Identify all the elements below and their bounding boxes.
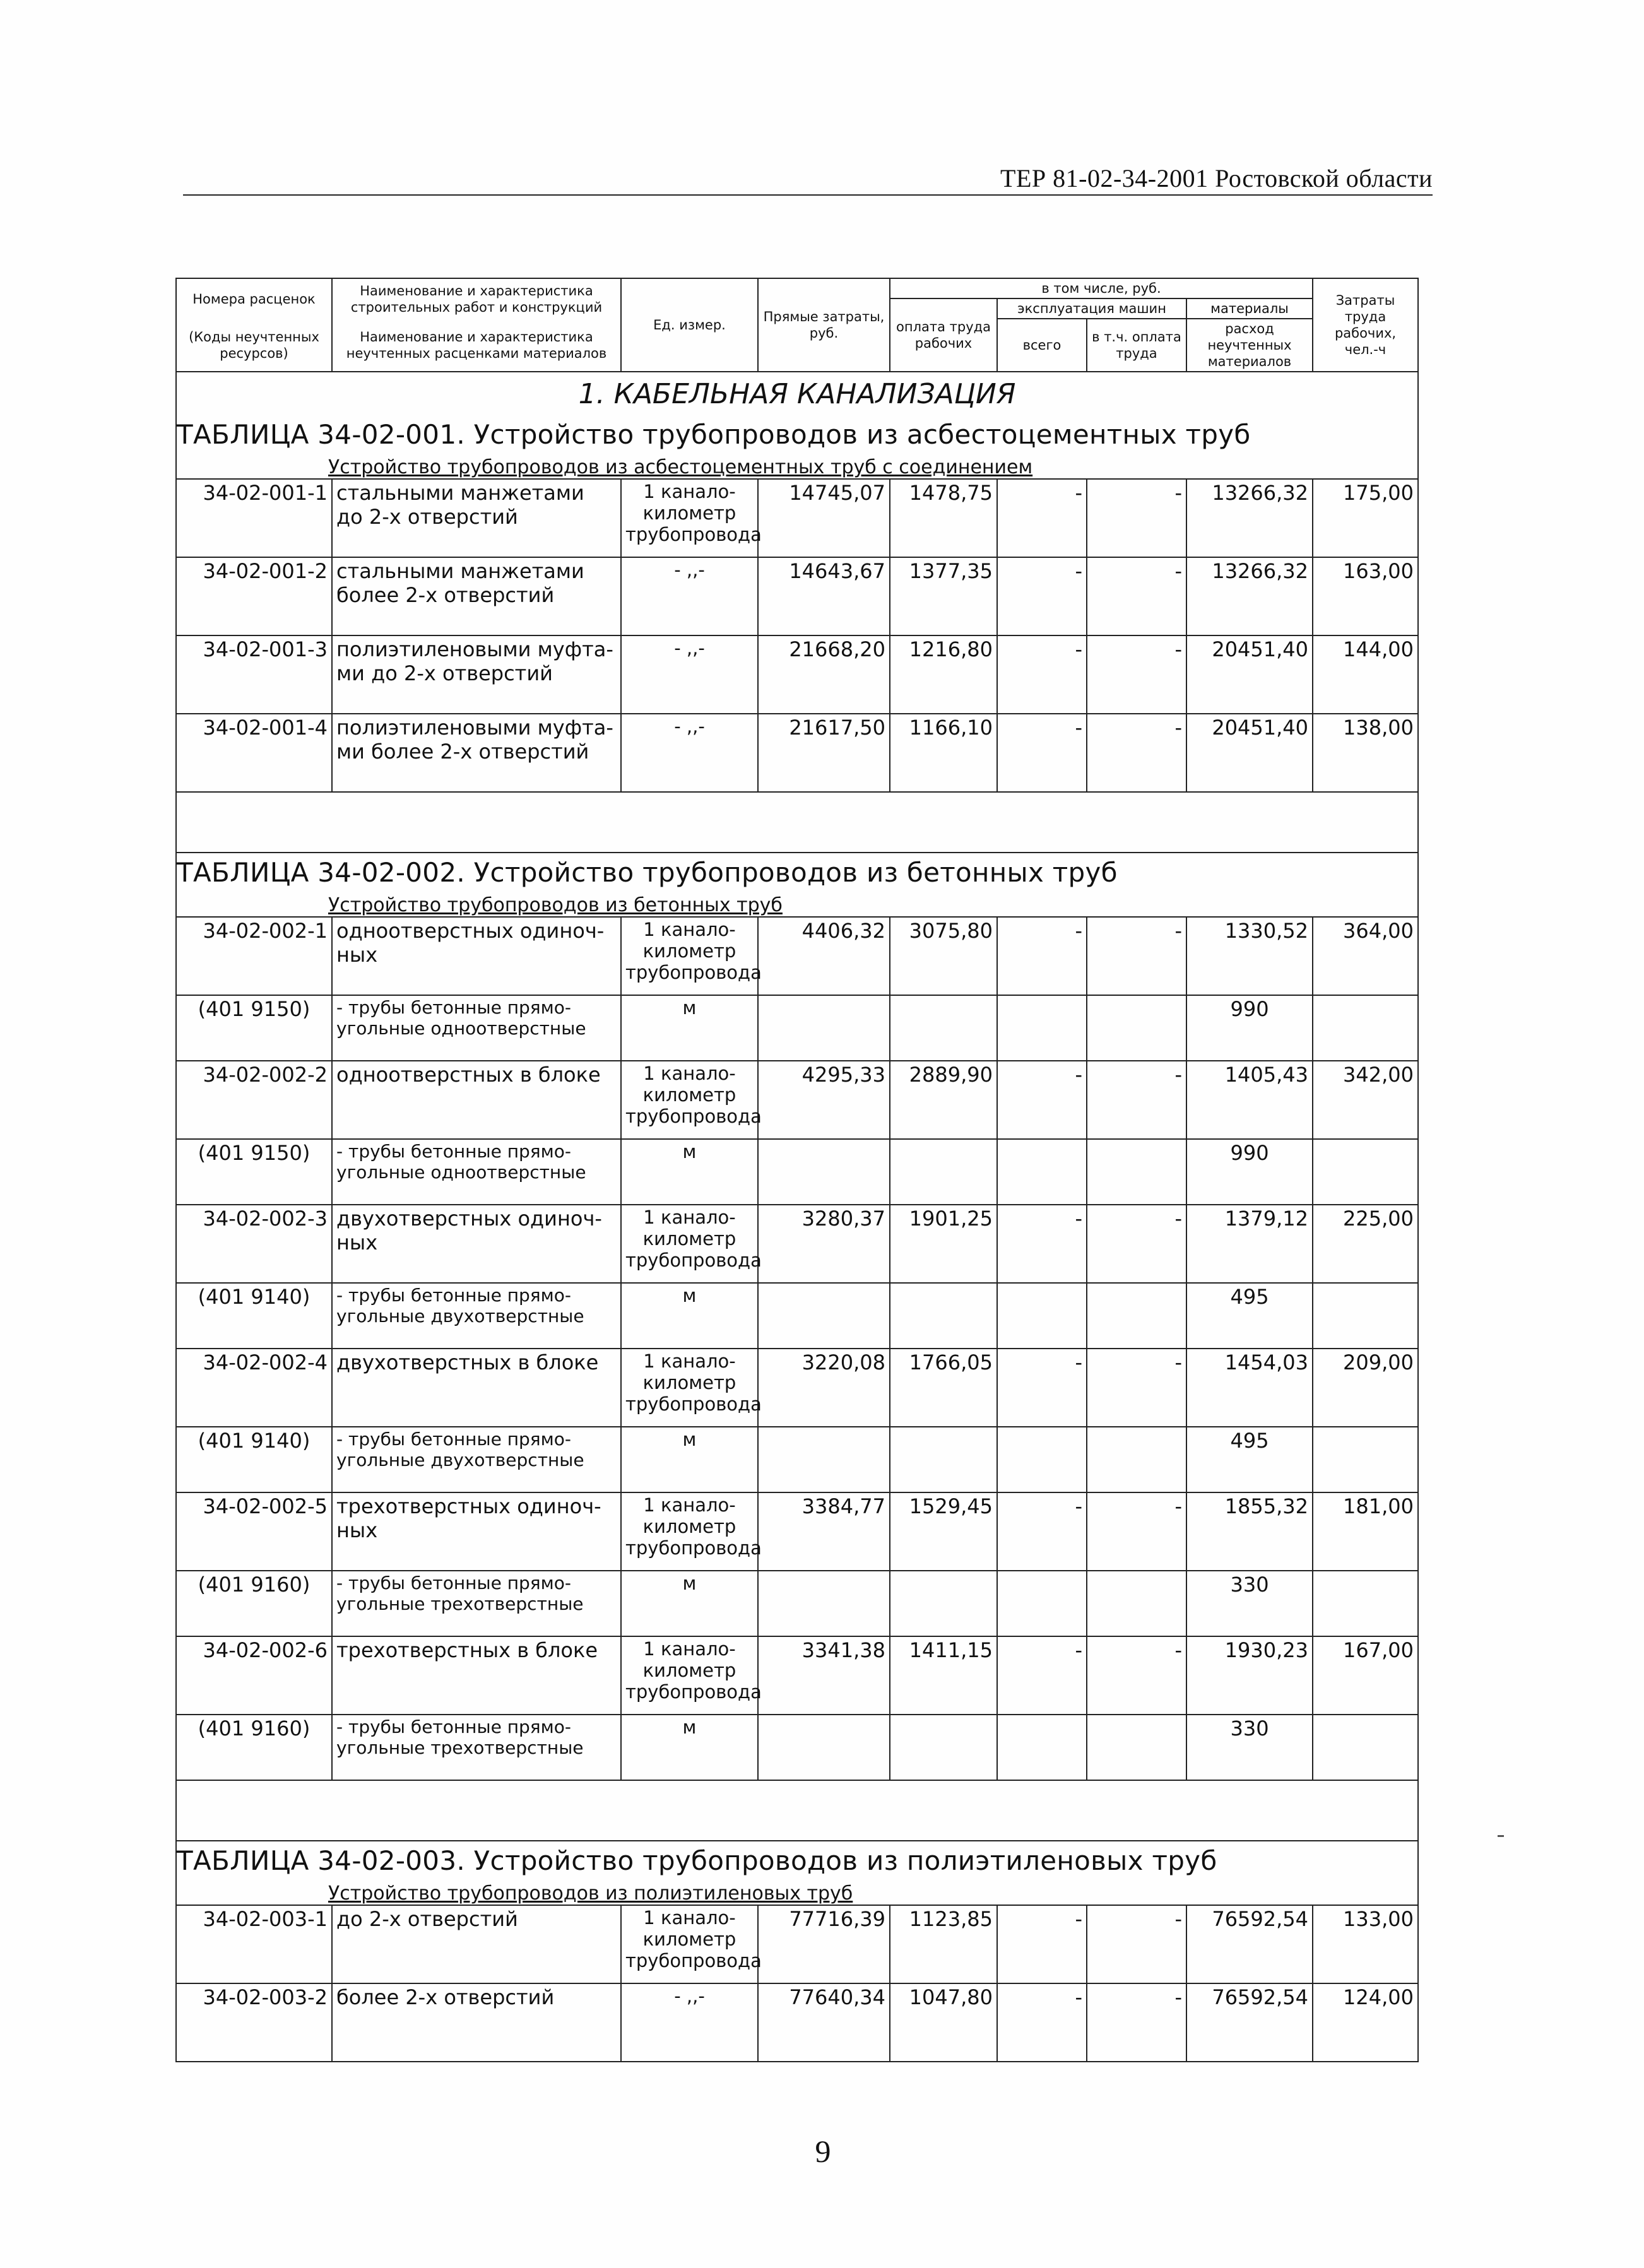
table-row	[176, 1983, 1418, 2062]
rate-unit: 1 канало-километр трубопровода	[621, 1205, 758, 1283]
rate-unit: - ,,-	[621, 714, 758, 792]
resource-code: (401 9160)	[176, 1715, 332, 1780]
rate-name: полиэтиленовыми муфта-ми до 2-х отверстий	[332, 635, 621, 714]
resource-empty	[890, 995, 997, 1061]
resource-empty	[890, 1715, 997, 1780]
machines-total: -	[997, 1205, 1087, 1283]
rate-name: одноотверстных в блоке	[332, 1061, 621, 1139]
col-machines-total-header: всего	[997, 319, 1087, 372]
machines-labor: -	[1087, 1905, 1186, 1983]
machines-total: -	[997, 917, 1087, 995]
table-subtitle-row	[176, 452, 1418, 479]
direct-cost: 21668,20	[758, 635, 890, 714]
rate-name: одноотверстных одиноч-ных	[332, 917, 621, 995]
direct-cost: 3280,37	[758, 1205, 890, 1283]
resource-empty	[1313, 1571, 1418, 1636]
machines-total: -	[997, 635, 1087, 714]
resource-empty	[997, 995, 1087, 1061]
rate-name: трехотверстных в блоке	[332, 1636, 621, 1715]
materials-cost: 1454,03	[1186, 1349, 1313, 1427]
table-row	[176, 1905, 1418, 1983]
col-name-subheader: Наименование и характеристика неучтенных расценками материалов	[332, 319, 621, 372]
table-row	[176, 1061, 1418, 1139]
labor-pay: 1047,80	[890, 1983, 997, 2062]
machines-labor: -	[1087, 1492, 1186, 1571]
resource-empty	[1313, 995, 1418, 1061]
table-row	[176, 1205, 1418, 1283]
table-subtitle: Устройство трубопроводов из бетонных труб	[176, 890, 1418, 917]
materials-cost: 1379,12	[1186, 1205, 1313, 1283]
table-row	[176, 1349, 1418, 1427]
resource-empty	[997, 1283, 1087, 1349]
rate-code: 34-02-002-2	[176, 1061, 332, 1139]
rate-unit: - ,,-	[621, 557, 758, 635]
rate-code: 34-02-001-4	[176, 714, 332, 792]
labor-hours: 133,00	[1313, 1905, 1418, 1983]
materials-cost: 1855,32	[1186, 1492, 1313, 1571]
machines-labor: -	[1087, 714, 1186, 792]
machines-total: -	[997, 1349, 1087, 1427]
labor-hours: 175,00	[1313, 479, 1418, 557]
resource-empty	[997, 1571, 1087, 1636]
col-name-header: Наименование и характеристика строительных работ и конструкций	[332, 278, 621, 319]
rate-unit: 1 канало-километр трубопровода	[621, 1636, 758, 1715]
resource-row	[176, 995, 1418, 1061]
direct-cost: 14745,07	[758, 479, 890, 557]
materials-cost: 1405,43	[1186, 1061, 1313, 1139]
table-title: ТАБЛИЦА 34-02-002. Устройство трубопроводов из бетонных труб	[176, 853, 1418, 890]
resource-empty	[1087, 1571, 1186, 1636]
labor-pay: 1166,10	[890, 714, 997, 792]
direct-cost: 77716,39	[758, 1905, 890, 1983]
machines-total: -	[997, 1061, 1087, 1139]
resource-empty	[1313, 1283, 1418, 1349]
labor-pay: 1216,80	[890, 635, 997, 714]
direct-cost: 4406,32	[758, 917, 890, 995]
labor-hours: 181,00	[1313, 1492, 1418, 1571]
table-subtitle-row	[176, 890, 1418, 917]
col-materials-subheader: расход неучтенных материалов	[1186, 319, 1313, 372]
resource-unit: м	[621, 1283, 758, 1349]
resource-empty	[1313, 1715, 1418, 1780]
machines-labor: -	[1087, 917, 1186, 995]
resource-quantity: 495	[1186, 1283, 1313, 1349]
resource-name: - трубы бетонные прямо-угольные трехотверстные	[332, 1715, 621, 1780]
resource-empty	[758, 995, 890, 1061]
table-gap	[176, 792, 1418, 853]
direct-cost: 77640,34	[758, 1983, 890, 2062]
table-row	[176, 557, 1418, 635]
table-gap-row	[176, 792, 1418, 853]
col-materials-header: материалы	[1186, 298, 1313, 319]
resource-empty	[1313, 1427, 1418, 1492]
resource-unit: м	[621, 1427, 758, 1492]
labor-hours: 138,00	[1313, 714, 1418, 792]
resource-row	[176, 1715, 1418, 1780]
resource-empty	[1087, 995, 1186, 1061]
machines-total: -	[997, 1492, 1087, 1571]
col-incl-header: в том числе, руб.	[890, 278, 1313, 298]
column-header-row-1	[176, 278, 1418, 298]
resource-row	[176, 1139, 1418, 1205]
resource-empty	[890, 1139, 997, 1205]
rate-name: трехотверстных одиноч-ных	[332, 1492, 621, 1571]
machines-labor: -	[1087, 1061, 1186, 1139]
rate-code: 34-02-001-3	[176, 635, 332, 714]
table-row	[176, 479, 1418, 557]
labor-pay: 1123,85	[890, 1905, 997, 1983]
labor-pay: 1478,75	[890, 479, 997, 557]
labor-pay: 1901,25	[890, 1205, 997, 1283]
resource-row	[176, 1571, 1418, 1636]
resource-unit: м	[621, 1715, 758, 1780]
col-hours-header: Затраты труда рабочих, чел.-ч	[1313, 278, 1418, 372]
resource-unit: м	[621, 1139, 758, 1205]
direct-cost: 14643,67	[758, 557, 890, 635]
machines-total: -	[997, 1983, 1087, 2062]
rate-code: 34-02-002-3	[176, 1205, 332, 1283]
page-number: 9	[815, 2134, 831, 2169]
machines-labor: -	[1087, 479, 1186, 557]
labor-pay: 1529,45	[890, 1492, 997, 1571]
direct-cost: 4295,33	[758, 1061, 890, 1139]
table-title-row	[176, 415, 1418, 452]
resource-empty	[890, 1283, 997, 1349]
table-gap-row	[176, 1780, 1418, 1841]
labor-hours: 163,00	[1313, 557, 1418, 635]
labor-hours: 364,00	[1313, 917, 1418, 995]
table-gap	[176, 1780, 1418, 1841]
labor-hours: 342,00	[1313, 1061, 1418, 1139]
materials-cost: 76592,54	[1186, 1905, 1313, 1983]
labor-hours: 167,00	[1313, 1636, 1418, 1715]
resource-name: - трубы бетонные прямо-угольные трехотверстные	[332, 1571, 621, 1636]
machines-labor: -	[1087, 1205, 1186, 1283]
table-row	[176, 714, 1418, 792]
col-direct-header: Прямые затраты, руб.	[758, 278, 890, 372]
col-unit-header: Ед. измер.	[621, 278, 758, 372]
resource-quantity: 495	[1186, 1427, 1313, 1492]
resource-empty	[758, 1571, 890, 1636]
section-title: 1. КАБЕЛЬНАЯ КАНАЛИЗАЦИЯ	[176, 372, 1418, 415]
resource-empty	[890, 1427, 997, 1492]
machines-total: -	[997, 1905, 1087, 1983]
resource-unit: м	[621, 995, 758, 1061]
rate-code: 34-02-002-1	[176, 917, 332, 995]
resource-empty	[890, 1571, 997, 1636]
table-title: ТАБЛИЦА 34-02-001. Устройство трубопроводов из асбестоцементных труб	[176, 415, 1418, 452]
rate-code: 34-02-002-4	[176, 1349, 332, 1427]
materials-cost: 20451,40	[1186, 714, 1313, 792]
resource-name: - трубы бетонные прямо-угольные двухотверстные	[332, 1283, 621, 1349]
resource-quantity: 990	[1186, 1139, 1313, 1205]
rate-code: 34-02-003-1	[176, 1905, 332, 1983]
rate-name: стальными манжетами более 2-х отверстий	[332, 557, 621, 635]
document-header: ТЕР 81-02-34-2001 Ростовской области	[183, 165, 1433, 196]
direct-cost: 21617,50	[758, 714, 890, 792]
materials-cost: 13266,32	[1186, 479, 1313, 557]
resource-name: - трубы бетонные прямо-угольные двухотверстные	[332, 1427, 621, 1492]
resource-empty	[758, 1715, 890, 1780]
col-machines-header: эксплуатация машин	[997, 298, 1186, 319]
resource-name: - трубы бетонные прямо-угольные одноотверстные	[332, 995, 621, 1061]
materials-cost: 20451,40	[1186, 635, 1313, 714]
margin-tick	[1498, 1835, 1504, 1837]
materials-cost: 76592,54	[1186, 1983, 1313, 2062]
resource-empty	[758, 1427, 890, 1492]
labor-pay: 1766,05	[890, 1349, 997, 1427]
table-subtitle-row	[176, 1879, 1418, 1905]
resource-code: (401 9140)	[176, 1427, 332, 1492]
rate-name: стальными манжетами до 2-х отверстий	[332, 479, 621, 557]
machines-labor: -	[1087, 1636, 1186, 1715]
resource-empty	[997, 1139, 1087, 1205]
labor-hours: 144,00	[1313, 635, 1418, 714]
materials-cost: 1930,23	[1186, 1636, 1313, 1715]
direct-cost: 3384,77	[758, 1492, 890, 1571]
rate-code: 34-02-001-2	[176, 557, 332, 635]
resource-empty	[997, 1427, 1087, 1492]
resource-empty	[758, 1283, 890, 1349]
resource-empty	[997, 1715, 1087, 1780]
rate-unit: - ,,-	[621, 635, 758, 714]
resource-code: (401 9140)	[176, 1283, 332, 1349]
rates-table	[175, 278, 1419, 2062]
labor-pay: 2889,90	[890, 1061, 997, 1139]
machines-labor: -	[1087, 557, 1186, 635]
resource-empty	[1087, 1715, 1186, 1780]
rate-unit: 1 канало-километр трубопровода	[621, 1061, 758, 1139]
rate-name: полиэтиленовыми муфта-ми более 2-х отверстий	[332, 714, 621, 792]
rate-unit: 1 канало-километр трубопровода	[621, 479, 758, 557]
table-row	[176, 917, 1418, 995]
table-title-row	[176, 853, 1418, 890]
table-row	[176, 1492, 1418, 1571]
direct-cost: 3341,38	[758, 1636, 890, 1715]
resource-quantity: 330	[1186, 1715, 1313, 1780]
col-codes-subheader: (Коды неучтенных ресурсов)	[176, 319, 332, 372]
machines-total: -	[997, 714, 1087, 792]
rate-unit: 1 канало-километр трубопровода	[621, 1492, 758, 1571]
resource-code: (401 9150)	[176, 995, 332, 1061]
rate-name: до 2-х отверстий	[332, 1905, 621, 1983]
col-labor-header: оплата труда рабочих	[890, 298, 997, 372]
table-subtitle: Устройство трубопроводов из полиэтиленовых труб	[176, 1879, 1418, 1905]
resource-row	[176, 1427, 1418, 1492]
table-row	[176, 635, 1418, 714]
resource-unit: м	[621, 1571, 758, 1636]
rate-name: двухотверстных одиноч-ных	[332, 1205, 621, 1283]
section-row	[176, 372, 1418, 415]
resource-name: - трубы бетонные прямо-угольные одноотверстные	[332, 1139, 621, 1205]
resource-quantity: 330	[1186, 1571, 1313, 1636]
table-row	[176, 1636, 1418, 1715]
table-title: ТАБЛИЦА 34-02-003. Устройство трубопроводов из полиэтиленовых труб	[176, 1841, 1418, 1879]
machines-labor: -	[1087, 635, 1186, 714]
table-subtitle: Устройство трубопроводов из асбестоцементных труб с соединением	[176, 452, 1418, 479]
machines-total: -	[997, 1636, 1087, 1715]
direct-cost: 3220,08	[758, 1349, 890, 1427]
rate-code: 34-02-002-6	[176, 1636, 332, 1715]
resource-empty	[1313, 1139, 1418, 1205]
resource-empty	[758, 1139, 890, 1205]
rate-name: двухотверстных в блоке	[332, 1349, 621, 1427]
resource-row	[176, 1283, 1418, 1349]
rate-code: 34-02-002-5	[176, 1492, 332, 1571]
labor-pay: 1411,15	[890, 1636, 997, 1715]
labor-hours: 124,00	[1313, 1983, 1418, 2062]
rate-unit: 1 канало-километр трубопровода	[621, 1905, 758, 1983]
rate-name: более 2-х отверстий	[332, 1983, 621, 2062]
labor-pay: 3075,80	[890, 917, 997, 995]
machines-total: -	[997, 557, 1087, 635]
resource-code: (401 9160)	[176, 1571, 332, 1636]
resource-empty	[1087, 1139, 1186, 1205]
table-title-row	[176, 1841, 1418, 1879]
labor-hours: 225,00	[1313, 1205, 1418, 1283]
rate-unit: 1 канало-километр трубопровода	[621, 1349, 758, 1427]
rate-unit: 1 канало-километр трубопровода	[621, 917, 758, 995]
resource-code: (401 9150)	[176, 1139, 332, 1205]
rate-unit: - ,,-	[621, 1983, 758, 2062]
col-codes-header: Номера расценок	[176, 278, 332, 319]
machines-labor: -	[1087, 1349, 1186, 1427]
machines-total: -	[997, 479, 1087, 557]
col-machines-labor-header: в т.ч. оплата труда	[1087, 319, 1186, 372]
machines-labor: -	[1087, 1983, 1186, 2062]
materials-cost: 13266,32	[1186, 557, 1313, 635]
resource-empty	[1087, 1283, 1186, 1349]
resource-empty	[1087, 1427, 1186, 1492]
rate-code: 34-02-001-1	[176, 479, 332, 557]
materials-cost: 1330,52	[1186, 917, 1313, 995]
resource-quantity: 990	[1186, 995, 1313, 1061]
labor-pay: 1377,35	[890, 557, 997, 635]
labor-hours: 209,00	[1313, 1349, 1418, 1427]
rate-code: 34-02-003-2	[176, 1983, 332, 2062]
